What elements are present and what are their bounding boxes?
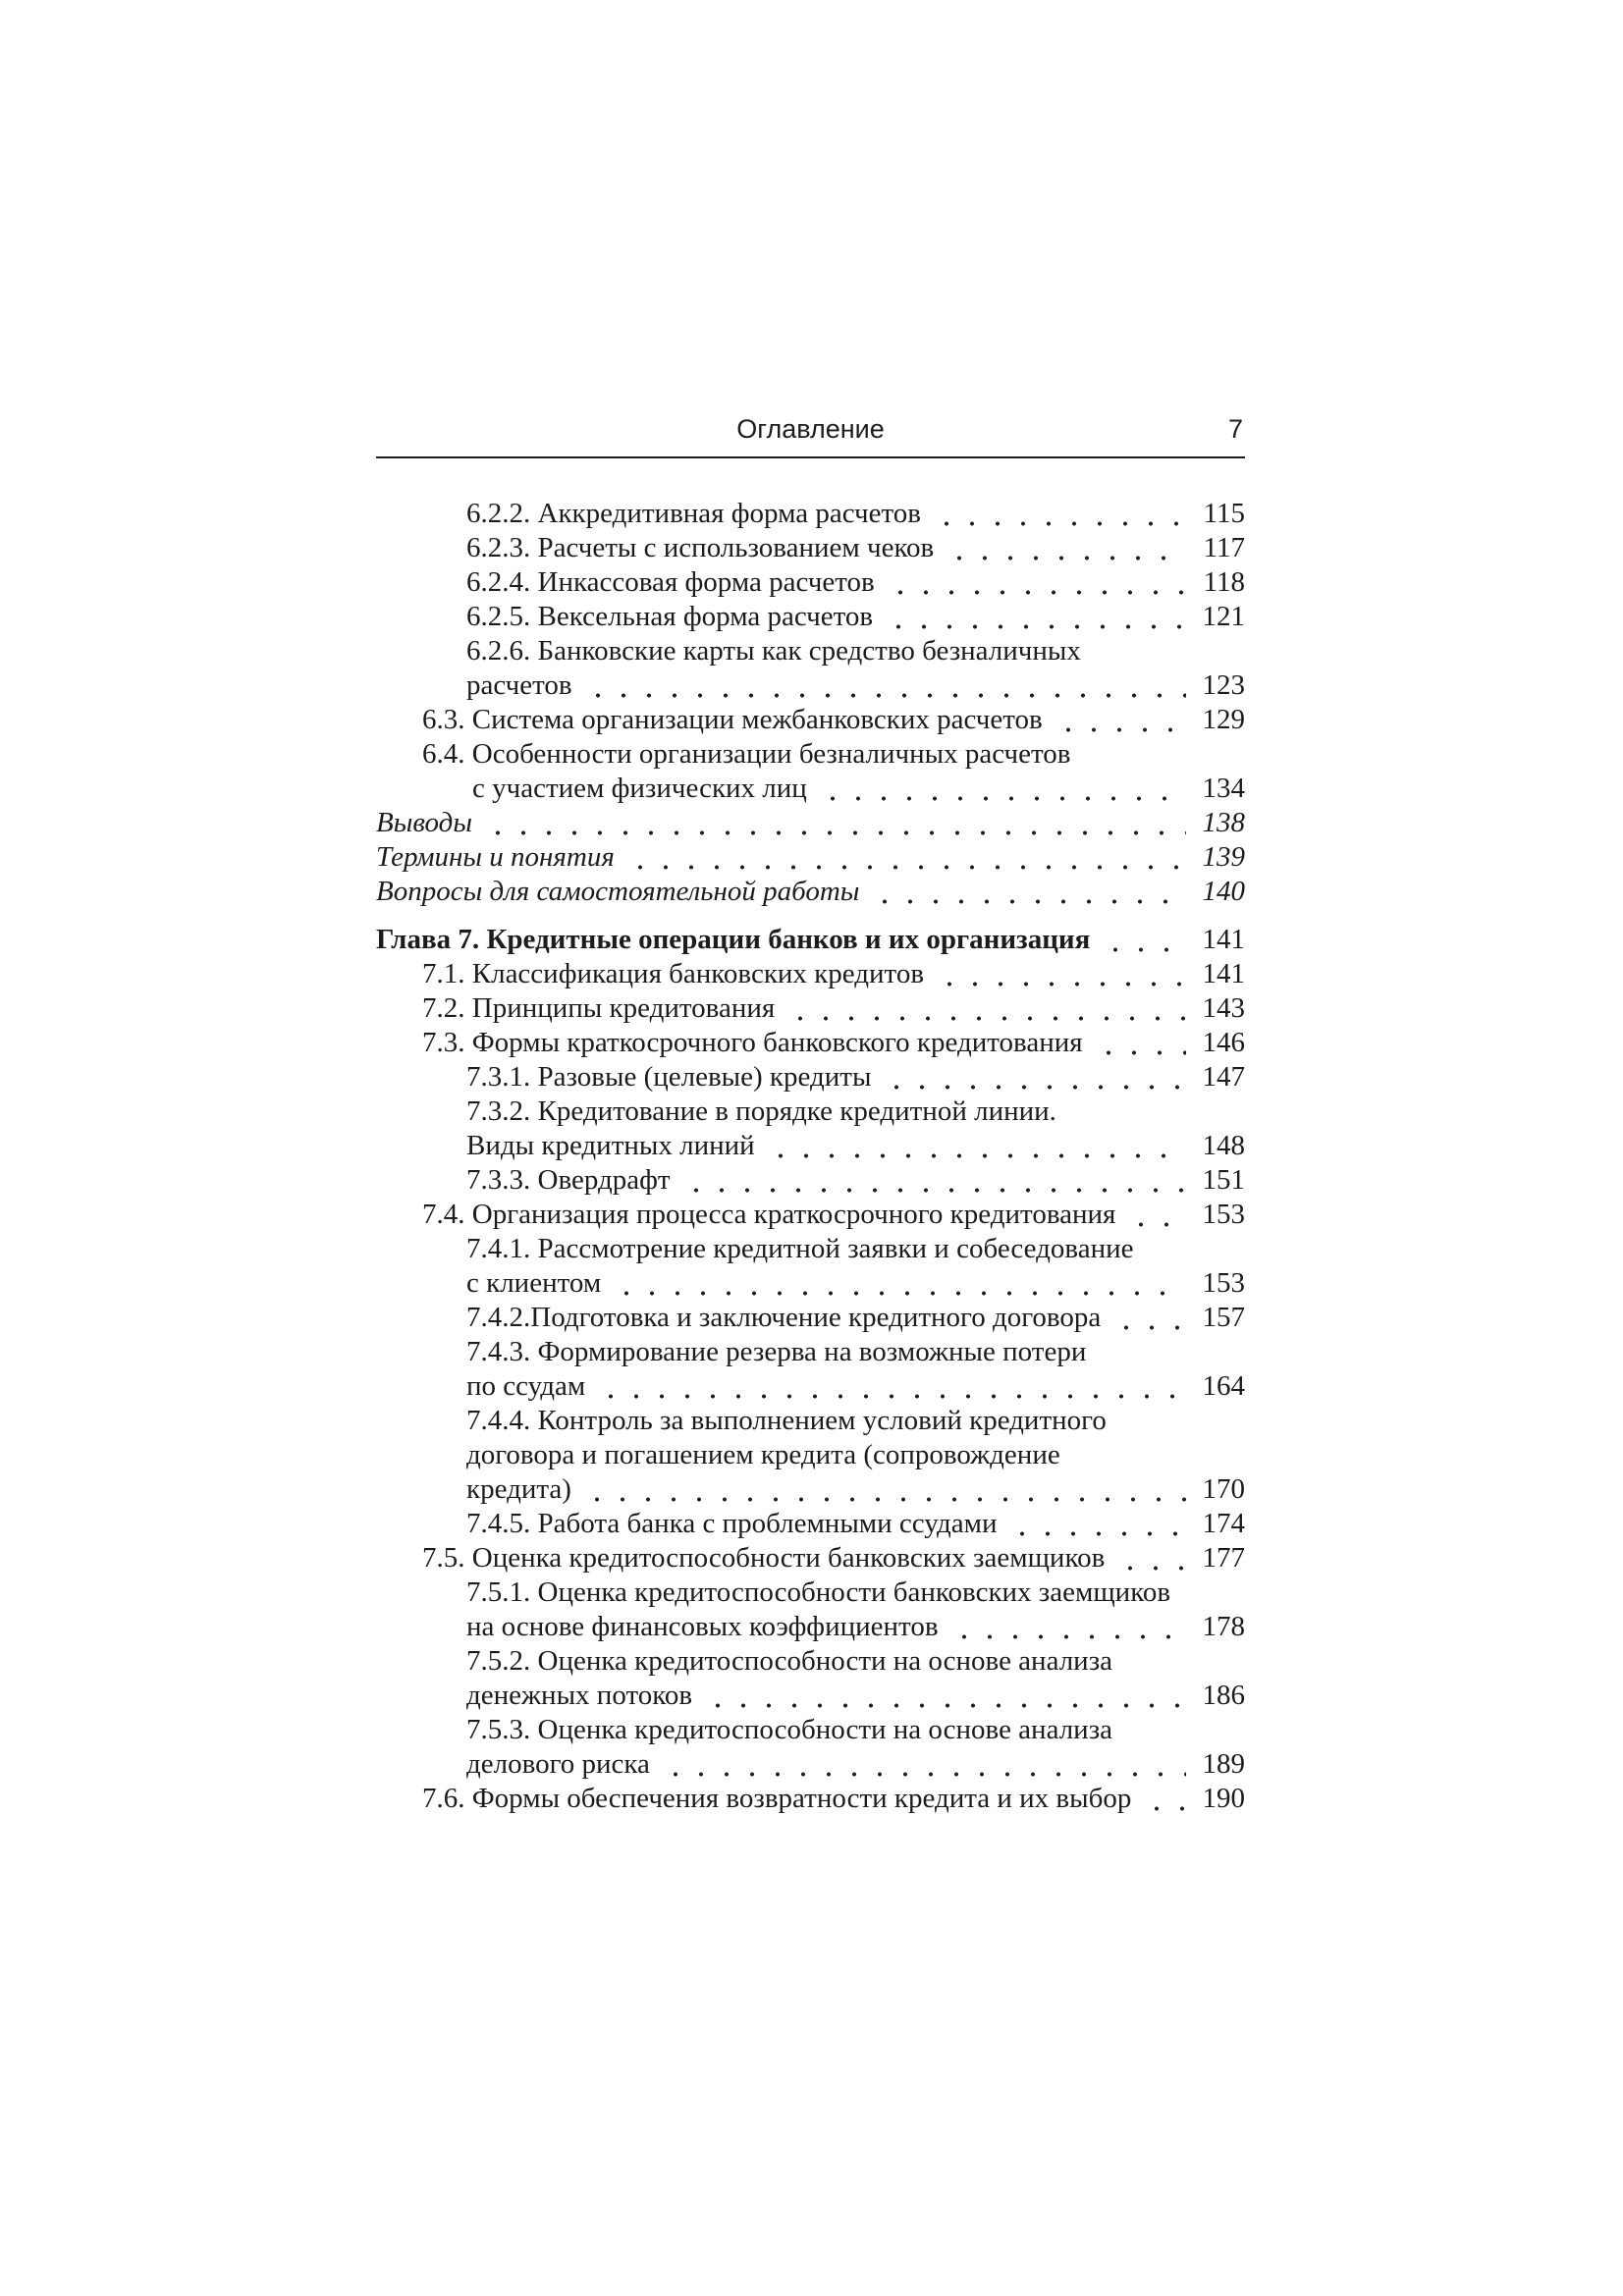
- toc-entry-text: 7.3. Формы краткосрочного банковского кредитования: [422, 1027, 1083, 1058]
- toc-line: [376, 1232, 1245, 1266]
- toc-line: [376, 1369, 1245, 1404]
- dot-leader: [768, 1129, 1186, 1163]
- toc-line: [376, 923, 1245, 957]
- page-number: 115: [1203, 498, 1245, 529]
- toc-line: [376, 1541, 1245, 1575]
- page-number: 141: [1202, 958, 1245, 989]
- dot-leader: [1055, 703, 1186, 737]
- toc-line: [376, 1747, 1245, 1782]
- page-number: 147: [1202, 1061, 1245, 1093]
- page-number: 170: [1202, 1473, 1245, 1505]
- toc-line: [376, 1095, 1245, 1129]
- page-number: 117: [1203, 532, 1245, 563]
- toc-line: [376, 634, 1245, 668]
- toc-line: [376, 668, 1245, 703]
- dot-leader: [937, 957, 1186, 991]
- toc-entry-text: 7.4.4. Контроль за выполнением условий кредитного: [466, 1405, 1107, 1436]
- page-number: 141: [1202, 924, 1245, 955]
- toc-line: [376, 1472, 1245, 1507]
- toc-entry-text: 7.4.3. Формирование резерва на возможные потери: [466, 1336, 1087, 1367]
- dot-leader: [663, 1747, 1186, 1782]
- toc-entry-text: 7.3.3. Овердрафт: [466, 1164, 671, 1196]
- toc-line: [376, 497, 1245, 531]
- toc-line: [376, 840, 1245, 875]
- page-number: 157: [1202, 1302, 1245, 1333]
- dot-leader: [1128, 1198, 1186, 1232]
- toc-line: [376, 1782, 1245, 1816]
- toc-entry-text: 7.6. Формы обеспечения возвратности кредита и их выбор: [422, 1783, 1132, 1814]
- toc-entry-text: расчетов: [466, 669, 572, 701]
- toc-entry-text: договора и погашением кредита (сопровождение: [466, 1439, 1060, 1470]
- toc-entry-text: 7.4.1. Рассмотрение кредитной заявки и собеседование: [466, 1233, 1134, 1264]
- page-number: 118: [1203, 566, 1245, 598]
- header-page-number: 7: [1227, 414, 1243, 444]
- page-number: 139: [1202, 841, 1245, 873]
- toc-entry-text: Вопросы для самостоятельной работы: [376, 876, 860, 907]
- toc-line: [376, 1438, 1245, 1472]
- toc-entry-text: по ссудам: [466, 1370, 586, 1402]
- toc-entry-text: 7.5.1. Оценка кредитоспособности банковских заемщиков: [466, 1576, 1171, 1608]
- toc-entry-text: делового риска: [466, 1748, 650, 1780]
- toc-line: [376, 1644, 1245, 1679]
- toc-entry-text: 6.2.4. Инкассовая форма расчетов: [466, 566, 875, 598]
- toc-entry-text: Выводы: [376, 807, 472, 838]
- toc-entry-text: 7.5. Оценка кредитоспособности банковских заемщиков: [422, 1542, 1106, 1574]
- toc-entry-text: с участием физических лиц: [472, 773, 807, 804]
- dot-leader: [888, 565, 1186, 600]
- toc-entry-text: 7.2. Принципы кредитования: [422, 992, 776, 1024]
- toc-entry-text: 7.3.1. Разовые (целевые) кредиты: [466, 1061, 872, 1093]
- toc-line: [376, 1713, 1245, 1747]
- page-number: 134: [1202, 773, 1245, 804]
- toc-entry-text: 7.5.2. Оценка кредитоспособности на основе анализа: [466, 1645, 1113, 1677]
- toc-line: [376, 1301, 1245, 1335]
- toc-entry-text: кредита): [466, 1473, 571, 1505]
- toc-entry-text: 7.1. Классификация банковских кредитов: [422, 958, 925, 989]
- toc-entry-text: на основе финансовых коэффициентов: [466, 1611, 939, 1642]
- toc-line: [376, 991, 1245, 1026]
- dot-leader: [1144, 1782, 1186, 1816]
- toc-entry-text: денежных потоков: [466, 1680, 693, 1711]
- page-number: 146: [1202, 1027, 1245, 1058]
- page-number: 121: [1202, 601, 1245, 632]
- dot-leader: [1103, 923, 1186, 957]
- toc-line: [376, 1266, 1245, 1301]
- dot-leader: [947, 531, 1186, 565]
- page-number: 178: [1202, 1611, 1245, 1642]
- toc-line: [376, 1404, 1245, 1438]
- dot-leader: [872, 875, 1186, 909]
- toc-entry-text: 7.5.3. Оценка кредитоспособности на основе анализа: [466, 1714, 1113, 1745]
- dot-leader: [585, 668, 1186, 703]
- toc-line: [376, 1507, 1245, 1541]
- page-number: 148: [1202, 1130, 1245, 1161]
- dot-leader: [598, 1369, 1186, 1404]
- dot-leader: [884, 1060, 1186, 1095]
- page-number: 174: [1202, 1508, 1245, 1539]
- toc-entry-text: Глава 7. Кредитные операции банков и их организация: [376, 924, 1091, 955]
- page-number: 143: [1202, 992, 1245, 1024]
- toc-line: [376, 1575, 1245, 1610]
- toc-entry-text: с клиентом: [466, 1267, 602, 1299]
- page-number: 153: [1202, 1267, 1245, 1299]
- toc-line: [376, 1163, 1245, 1198]
- toc-line: [376, 772, 1245, 806]
- page-number: 153: [1202, 1199, 1245, 1230]
- toc-entry-text: 6.2.6. Банковские карты как средство безналичных: [466, 635, 1081, 667]
- toc-line: [376, 703, 1245, 737]
- page-number: 129: [1202, 704, 1245, 735]
- toc-entry-text: 6.2.2. Аккредитивная форма расчетов: [466, 498, 921, 529]
- dot-leader: [614, 1266, 1186, 1301]
- toc-line: [376, 806, 1245, 840]
- page-header-title: Оглавление: [736, 414, 885, 444]
- page-number: 140: [1202, 876, 1245, 907]
- toc-line: [376, 957, 1245, 991]
- toc-line: [376, 1198, 1245, 1232]
- toc-entry-text: 7.3.2. Кредитование в порядке кредитной линии.: [466, 1095, 1056, 1127]
- toc-line: [376, 1129, 1245, 1163]
- dot-leader: [584, 1472, 1186, 1507]
- table-of-contents: [376, 497, 1245, 1816]
- toc-line: [376, 1610, 1245, 1644]
- toc-line: [376, 875, 1245, 909]
- toc-line: [376, 565, 1245, 600]
- toc-entry-text: 7.4.5. Работа банка с проблемными ссудами: [466, 1508, 998, 1539]
- dot-leader: [886, 600, 1186, 634]
- dot-leader: [1113, 1301, 1186, 1335]
- dot-leader: [1009, 1507, 1186, 1541]
- toc-line: [376, 1060, 1245, 1095]
- dot-leader: [683, 1163, 1186, 1198]
- toc-entry-text: 7.4. Организация процесса краткосрочного кредитования: [422, 1199, 1116, 1230]
- toc-line: [376, 737, 1245, 772]
- toc-line: [376, 600, 1245, 634]
- toc-entry-text: 6.2.3. Расчеты с использованием чеков: [466, 532, 935, 563]
- dot-leader: [485, 806, 1186, 840]
- toc-line: [376, 1026, 1245, 1060]
- toc-entry-text: Виды кредитных линий: [466, 1130, 755, 1161]
- toc-entry-text: 7.4.2.Подготовка и заключение кредитного договора: [466, 1302, 1102, 1333]
- dot-leader: [787, 991, 1186, 1026]
- toc-line: [376, 531, 1245, 565]
- running-head: [376, 415, 1245, 458]
- page-number: 190: [1202, 1783, 1245, 1814]
- toc-entry-text: Термины и понятия: [376, 841, 615, 873]
- dot-leader: [1117, 1541, 1186, 1575]
- page-number: 164: [1202, 1370, 1245, 1402]
- toc-line: [376, 1679, 1245, 1713]
- dot-leader: [820, 772, 1186, 806]
- dot-leader: [705, 1679, 1186, 1713]
- dot-leader: [934, 497, 1186, 531]
- toc-entry-text: 6.4. Особенности организации безналичных расчетов: [422, 738, 1071, 770]
- dot-leader: [627, 840, 1186, 875]
- page-number: 186: [1202, 1680, 1245, 1711]
- toc-entry-text: 6.2.5. Вексельная форма расчетов: [466, 601, 874, 632]
- toc-line: [376, 1335, 1245, 1369]
- page-number: 123: [1202, 669, 1245, 701]
- page-number: 189: [1202, 1748, 1245, 1780]
- dot-leader: [1096, 1026, 1186, 1060]
- page-number: 138: [1202, 807, 1245, 838]
- page-number: 177: [1202, 1542, 1245, 1574]
- toc-entry-text: 6.3. Система организации межбанковских расчетов: [422, 704, 1043, 735]
- page-number: 151: [1202, 1164, 1245, 1196]
- dot-leader: [951, 1610, 1186, 1644]
